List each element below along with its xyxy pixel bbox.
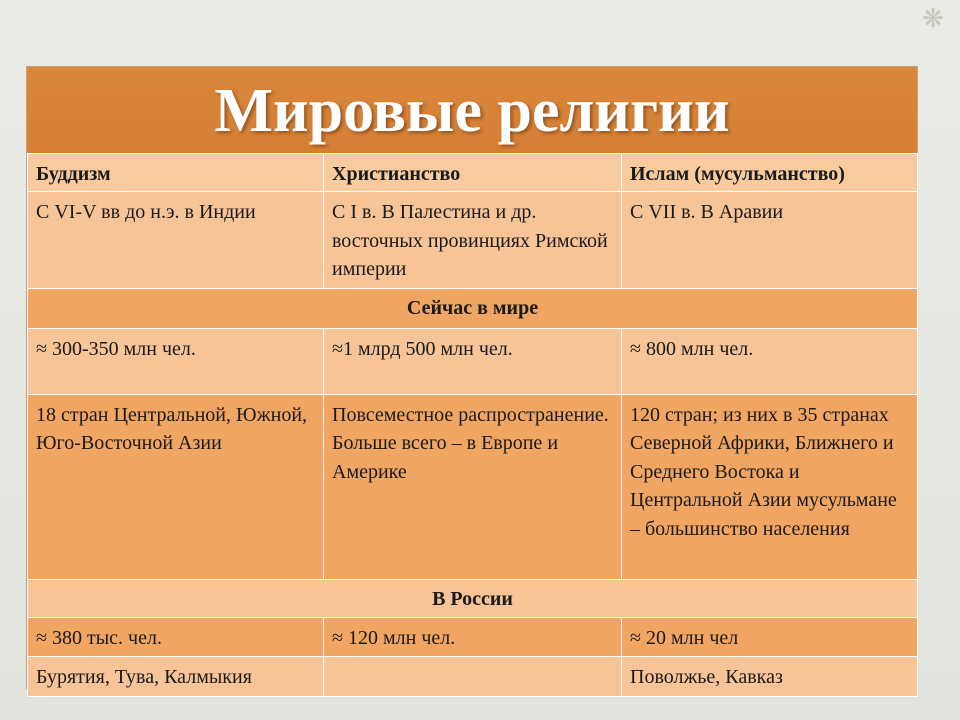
section-russia-label: В России (28, 579, 918, 617)
table-row-russia-count (28, 617, 918, 657)
origin-christianity: С I в. В Палестина и др. восточных провинциях Римской империи (324, 192, 622, 289)
page-title: Мировые религии (214, 77, 730, 145)
world-spread-christianity: Повсеместное распространение. Больше всего – в Европе и Америке (324, 394, 622, 579)
table-header-row (28, 154, 918, 192)
section-world-label: Сейчас в мире (28, 288, 918, 328)
slide (26, 66, 918, 689)
world-count-christianity: ≈1 млрд 500 млн чел. (324, 328, 622, 394)
header-islam: Ислам (мусульманство) (622, 154, 918, 192)
russia-regions-islam: Поволжье, Кавказ (622, 657, 918, 697)
russia-count-islam: ≈ 20 млн чел (622, 617, 918, 657)
world-spread-buddhism: 18 стран Центральной, Южной, Юго-Восточной Азии (28, 394, 324, 579)
table-row-origin (28, 192, 918, 289)
russia-regions-christianity (324, 657, 622, 697)
header-buddhism: Буддизм (28, 154, 324, 192)
table-row-world-spread (28, 394, 918, 579)
table-row-russia-regions (28, 657, 918, 697)
corner-ornament-icon: ❋ (922, 4, 944, 34)
title-bar (27, 67, 917, 154)
world-count-buddhism: ≈ 300-350 млн чел. (28, 328, 324, 394)
origin-islam: С VII в. В Аравии (622, 192, 918, 289)
header-christianity: Христианство (324, 154, 622, 192)
religions-table (27, 153, 918, 697)
section-row-russia (28, 579, 918, 617)
russia-regions-buddhism: Бурятия, Тува, Калмыкия (28, 657, 324, 697)
table-row-world-count (28, 328, 918, 394)
origin-buddhism: С VI-V вв до н.э. в Индии (28, 192, 324, 289)
russia-count-christianity: ≈ 120 млн чел. (324, 617, 622, 657)
section-row-world (28, 288, 918, 328)
world-count-islam: ≈ 800 млн чел. (622, 328, 918, 394)
russia-count-buddhism: ≈ 380 тыс. чел. (28, 617, 324, 657)
world-spread-islam: 120 стран; из них в 35 странах Северной Африки, Ближнего и Среднего Востока и Центральной Азии мусульмане – большинство населения (622, 394, 918, 579)
